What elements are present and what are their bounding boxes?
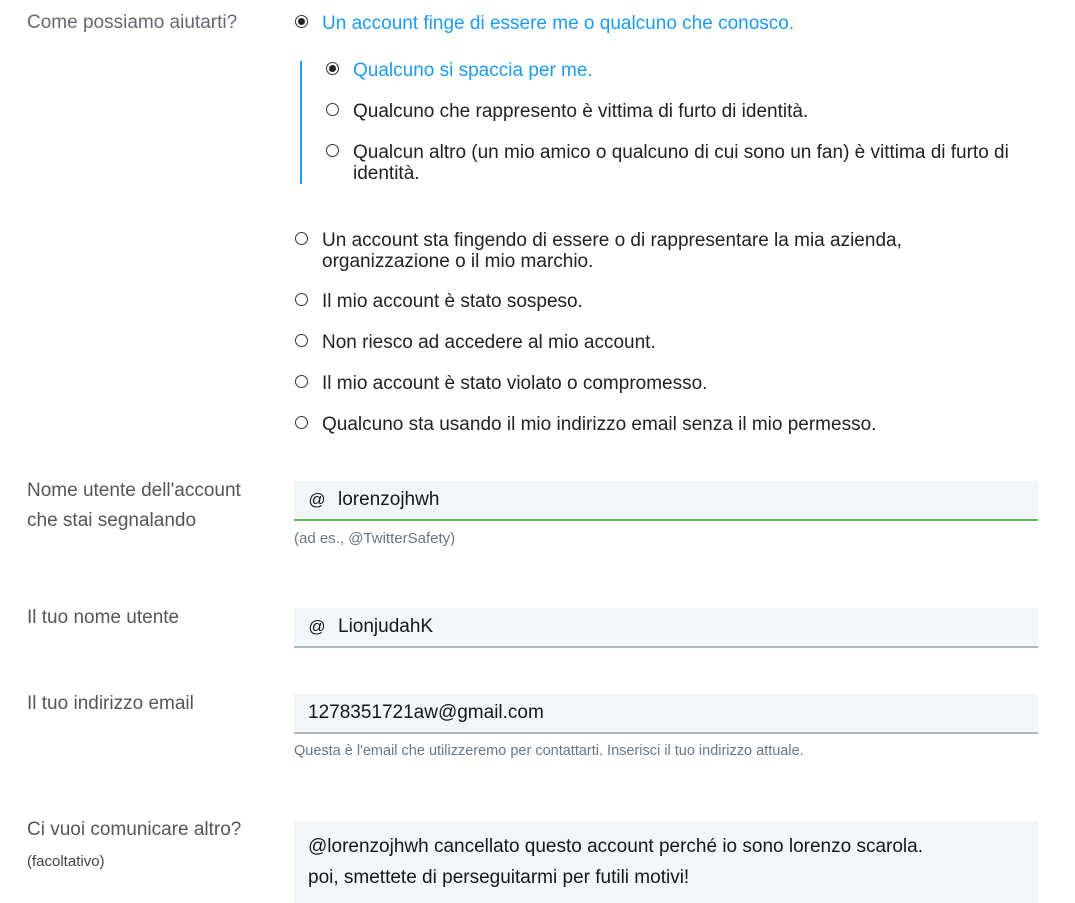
suboption-impersonating-me[interactable] (326, 60, 593, 81)
reported-account-field[interactable] (294, 481, 1038, 521)
email-hint: Questa è l'email che utilizzeremo per contattarti. Inserisci il tuo indirizzo attuale. (294, 743, 804, 759)
option-email-misuse[interactable] (295, 414, 876, 435)
option-label: Un account sta fingendo di essere o di rappresentare la mia azienda, organizzazione o il mio marchio. (322, 230, 902, 272)
radio-icon[interactable] (295, 293, 308, 306)
your-username-label: Il tuo nome utente (27, 607, 180, 628)
radio-icon[interactable] (326, 103, 339, 116)
radio-checked-icon[interactable] (326, 62, 339, 75)
suboption-label: Qualcuno che rappresento è vittima di furto di identità. (353, 101, 809, 122)
optional-label: (facoltativo) (27, 853, 105, 870)
email-input[interactable] (308, 702, 988, 724)
reported-account-hint: (ad es., @TwitterSafety) (294, 530, 456, 547)
email-field[interactable] (294, 694, 1038, 734)
your-username-field[interactable] (294, 608, 1038, 648)
option-account-suspended[interactable] (295, 291, 583, 312)
at-prefix: @ (308, 490, 326, 509)
radio-icon[interactable] (295, 232, 308, 245)
option-label: Il mio account è stato sospeso. (322, 291, 583, 312)
option-impersonation[interactable] (295, 13, 794, 34)
reported-account-input[interactable] (338, 489, 1018, 511)
option-account-compromised[interactable] (295, 373, 707, 394)
your-username-input[interactable] (338, 616, 1018, 638)
at-prefix: @ (308, 617, 326, 636)
suboption-label: Qualcuno si spaccia per me. (353, 60, 593, 81)
suboption-label: Qualcun altro (un mio amico o qualcuno di cui sono un fan) è vittima di furto di identità. (353, 142, 1009, 184)
suboptions-indicator-bar (300, 61, 302, 184)
option-cannot-access[interactable] (295, 332, 656, 353)
option-label: Non riesco ad accedere al mio account. (322, 332, 656, 353)
option-brand-impersonation[interactable] (295, 230, 995, 272)
radio-checked-icon[interactable] (295, 15, 308, 28)
radio-icon[interactable] (326, 144, 339, 157)
radio-icon[interactable] (295, 334, 308, 347)
other-label: Ci vuoi comunicare altro? (27, 819, 242, 840)
suboption-represented-victim[interactable] (326, 101, 808, 122)
radio-icon[interactable] (295, 416, 308, 429)
reported-account-label: Nome utente dell'account che stai segnalando (27, 480, 241, 531)
option-label: Un account finge di essere me o qualcuno che conosco. (322, 13, 795, 34)
suboption-someone-else-victim[interactable] (326, 142, 1038, 184)
option-label: Il mio account è stato violato o compromesso. (322, 373, 708, 394)
radio-icon[interactable] (295, 375, 308, 388)
question-label: Come possiamo aiutarti? (27, 12, 238, 33)
other-textarea[interactable]: @lorenzojhwh cancellato questo account perché io sono lorenzo scarola. poi, smettete di perseguitarmi per futili motivi! (294, 821, 1038, 903)
email-label: Il tuo indirizzo email (27, 693, 194, 714)
option-label: Qualcuno sta usando il mio indirizzo email senza il mio permesso. (322, 414, 877, 435)
